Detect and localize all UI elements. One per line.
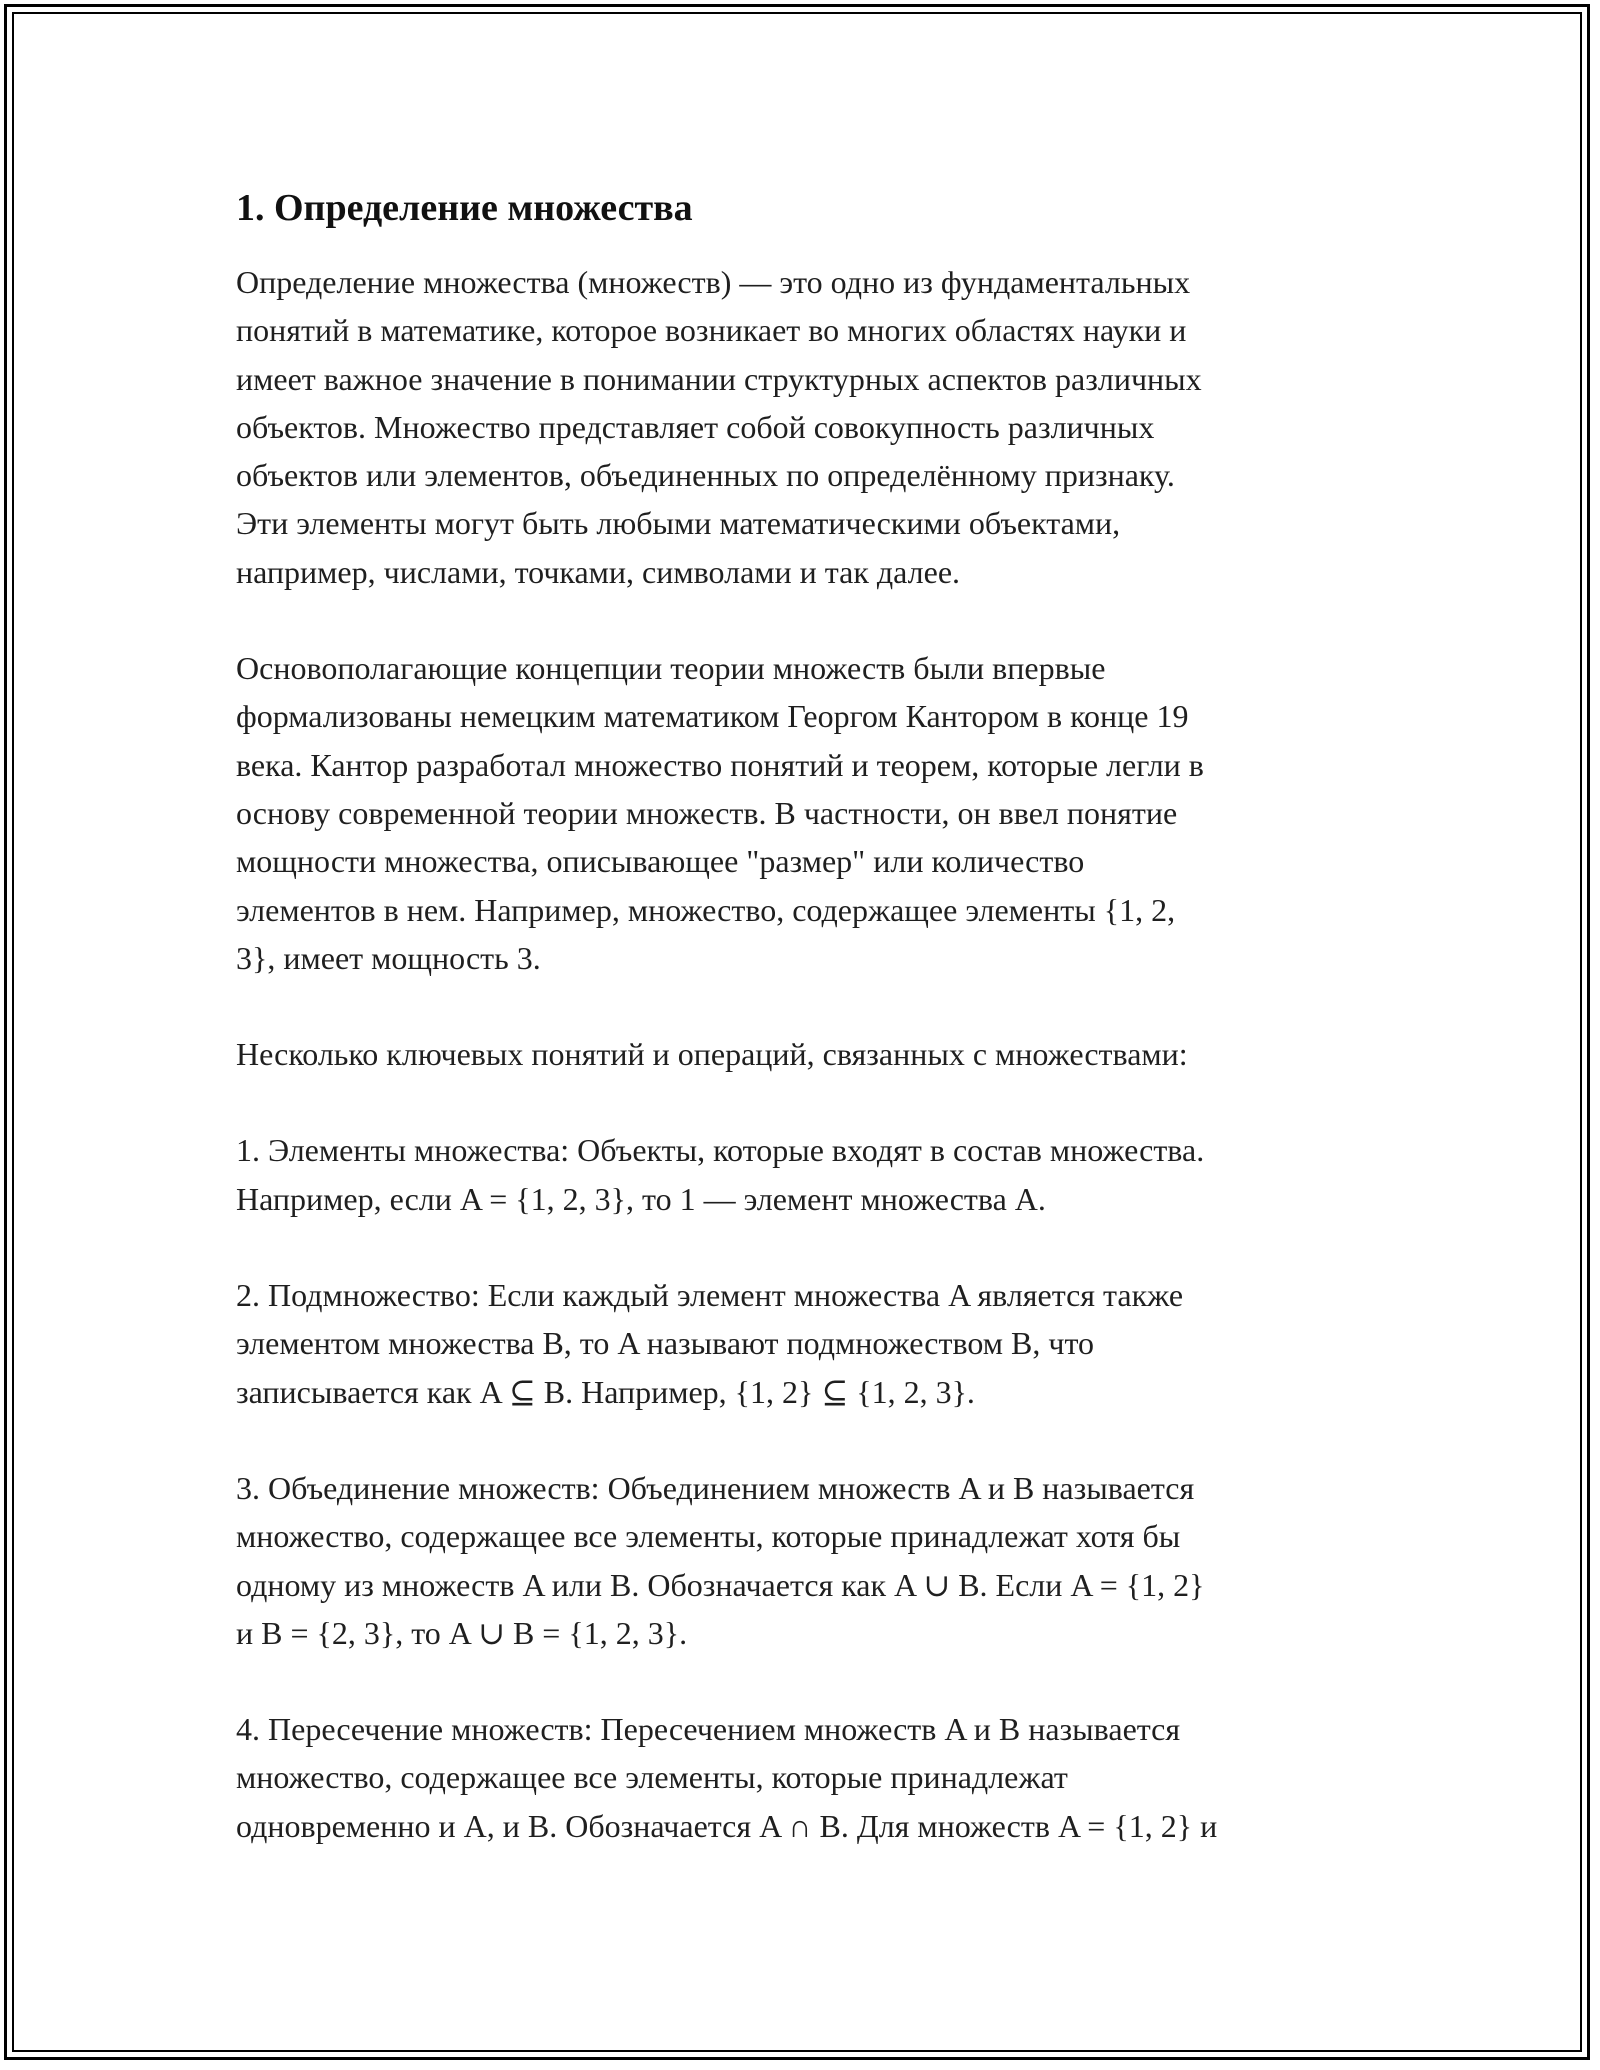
list-item-union: 3. Объединение множеств: Объединением множеств A и B называется множество, содержащее все элементы, которые принадлежат хотя бы одному из множеств A или B. Обозначается как A ∪ B. Если A = {1, 2} и B = {2, 3}, то A ∪ B = {1, 2, 3}. — [236, 1469, 1205, 1651]
list-item-elements: 1. Элементы множества: Объекты, которые входят в состав множества. Например, если A = {1, 2, 3}, то 1 — элемент множества A. — [236, 1132, 1205, 1217]
list-item-subset: 2. Подмножество: Если каждый элемент множества A является также элементом множества B, то A называют подмножеством B, что записывается как A ⊆ B. Например, {1, 2} ⊆ {1, 2, 3}. — [236, 1277, 1184, 1410]
paragraph-definition: Определение множества (множеств) — это одно из фундаментальных понятий в математике, которое возникает во многих областях науки и имеет важное значение в понимании структурных аспектов различных объектов. Множество представляет собой совокупность различных объектов или элементов, объединенных по определённому признаку. Эти элементы могут быть любыми математическими объектами, например, числами, точками, символами и так далее. — [236, 264, 1202, 590]
section-heading: 1. Определение множества — [236, 187, 693, 229]
document-body — [236, 185, 1416, 1850]
paragraph-cantor: Основополагающие концепции теории множеств были впервые формализованы немецким математиком Георгом Кантором в конце 19 века. Кантор разработал множество понятий и теорем, которые легли в основу современной теории множеств. В частности, он ввел понятие мощности множества, описывающее "размер" или количество элементов в нем. Например, множество, содержащее элементы {1, 2, 3}, имеет мощность 3. — [236, 650, 1204, 976]
list-item-intersection: 4. Пересечение множеств: Пересечением множеств A и B называется множество, содержащее все элементы, которые принадлежат одновременно и A, и B. Обозначается A ∩ B. Для множеств A = {1, 2} и — [236, 1711, 1218, 1844]
paragraph-key-concepts-intro: Несколько ключевых понятий и операций, связанных с множествами: — [236, 1036, 1188, 1073]
